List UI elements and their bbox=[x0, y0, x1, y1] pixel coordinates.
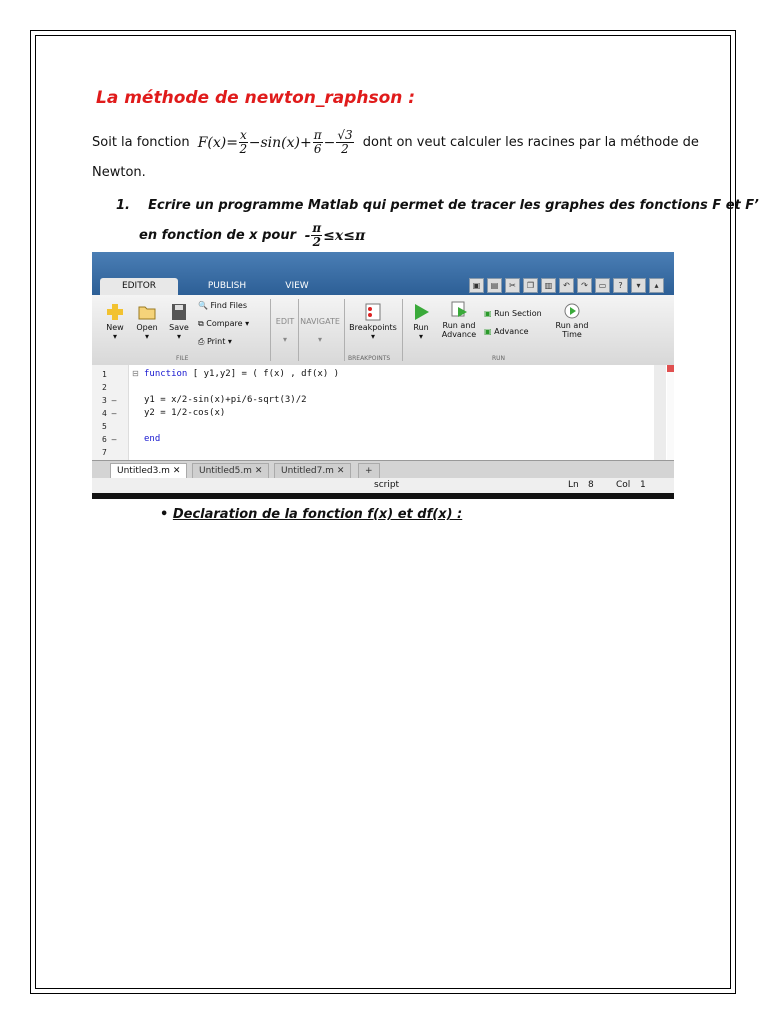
switch-windows-icon[interactable]: ▭ bbox=[595, 278, 610, 293]
navigate-button[interactable]: NAVIGATE ▾ bbox=[300, 317, 340, 344]
tab-publish[interactable]: PUBLISH bbox=[207, 281, 247, 291]
run-play-icon bbox=[411, 303, 431, 321]
edit-button[interactable]: EDIT ▾ bbox=[275, 317, 295, 344]
floppy-disk-icon bbox=[169, 303, 189, 321]
code-editor[interactable] bbox=[92, 365, 674, 460]
run-button[interactable]: Run ▾ bbox=[406, 303, 436, 341]
status-file-type: script bbox=[374, 480, 400, 490]
status-col-value: 1 bbox=[640, 480, 646, 490]
intro-line bbox=[92, 129, 699, 156]
chevron-down-icon[interactable]: ▾ bbox=[631, 278, 646, 293]
close-icon[interactable]: ✕ bbox=[254, 466, 263, 476]
file-tab-untitled5[interactable]: Untitled5.m ✕ bbox=[192, 463, 269, 480]
code-line-1: function [ y1,y2] = ( f(x) , df(x) ) bbox=[144, 369, 340, 379]
matlab-tab-bar bbox=[92, 252, 674, 295]
breakpoints-button[interactable]: Breakpoints ▾ bbox=[346, 303, 400, 341]
new-button[interactable]: New ▾ bbox=[100, 303, 130, 341]
intro-prefix: Soit la fonction bbox=[92, 135, 190, 150]
print-button[interactable]: ⎙ Print ▾ bbox=[198, 337, 232, 346]
range-formula: - $\frac{\pi}{2}$ ≤x≤π bbox=[304, 221, 366, 249]
group-label-breakpoints: BREAKPOINTS bbox=[348, 355, 391, 362]
folder-icon bbox=[137, 303, 157, 321]
status-line-label: Ln bbox=[568, 480, 579, 490]
editor-ribbon bbox=[92, 295, 674, 366]
line-number: 6 – bbox=[102, 435, 117, 444]
line-number: 5 bbox=[102, 422, 107, 431]
file-tab-untitled7[interactable]: Untitled7.m ✕ bbox=[274, 463, 351, 480]
close-icon[interactable]: ✕ bbox=[336, 466, 345, 476]
save-quick-icon[interactable]: ▣ bbox=[469, 278, 484, 293]
line-number: 2 bbox=[102, 383, 107, 392]
function-formula: F(x)= $\frac{x}{2}$ −sin(x)+ $\frac{\pi}{6}$ − $\frac{√3}{2}$ bbox=[197, 128, 353, 156]
line-number: 3 – bbox=[102, 396, 117, 405]
editor-vertical-scrollbar[interactable] bbox=[654, 365, 666, 460]
line-number: 1 bbox=[102, 370, 107, 379]
code-line-4: y2 = 1/2-cos(x) bbox=[144, 408, 226, 418]
status-col-label: Col bbox=[616, 480, 631, 490]
status-line-value: 8 bbox=[588, 480, 594, 490]
error-indicator-icon[interactable] bbox=[667, 365, 674, 372]
find-files-icon: 🔍 bbox=[198, 301, 208, 310]
page-title: La méthode de newton_raphson : bbox=[96, 88, 416, 108]
group-label-run: RUN bbox=[492, 355, 506, 362]
intro-line-2: Newton. bbox=[92, 165, 146, 180]
code-analyzer-bar bbox=[667, 365, 674, 460]
help-icon[interactable]: ? bbox=[613, 278, 628, 293]
ribbon-separator bbox=[402, 299, 403, 361]
compare-button[interactable]: ⧉ Compare ▾ bbox=[198, 319, 250, 328]
tab-editor[interactable]: EDITOR bbox=[100, 278, 178, 295]
ribbon-separator bbox=[270, 299, 271, 361]
new-plus-icon bbox=[105, 303, 125, 321]
line-number: 4 – bbox=[102, 409, 117, 418]
breakpoints-icon bbox=[363, 303, 383, 321]
line-number-gutter bbox=[92, 365, 129, 460]
compare-icon: ⧉ bbox=[198, 319, 204, 328]
open-button[interactable]: Open ▾ bbox=[132, 303, 162, 341]
matlab-editor-screenshot bbox=[92, 252, 674, 499]
stopwatch-icon bbox=[562, 301, 582, 319]
bullet-text: Declaration de la fonction f(x) et df(x) : bbox=[172, 507, 463, 522]
group-label-file: FILE bbox=[176, 355, 189, 362]
undo-icon[interactable]: ↶ bbox=[559, 278, 574, 293]
file-tab-untitled3[interactable]: Untitled3.m ✕ bbox=[110, 463, 187, 479]
question-1-line-2: en fonction de x pour - $\frac{\pi}{2}$ ≤x≤π bbox=[139, 221, 366, 249]
file-tab-bar bbox=[92, 460, 674, 479]
advance-button[interactable]: ▣ Advance bbox=[484, 327, 529, 336]
fold-toggle-icon[interactable]: ⊟ bbox=[132, 369, 139, 378]
close-icon[interactable]: ✕ bbox=[172, 466, 181, 476]
quick-access-toolbar bbox=[469, 278, 664, 293]
redo-icon[interactable]: ↷ bbox=[577, 278, 592, 293]
run-section-icon: ▣ bbox=[484, 309, 492, 318]
bullet-declaration bbox=[160, 507, 462, 522]
ribbon-separator bbox=[344, 299, 345, 361]
advance-icon: ▣ bbox=[484, 327, 492, 336]
printer-icon: ⎙ bbox=[198, 337, 205, 346]
run-and-time-button[interactable]: Run and Time bbox=[550, 301, 594, 339]
status-bar bbox=[92, 478, 674, 493]
line-number: 7 bbox=[102, 448, 107, 457]
save-button[interactable]: Save ▾ bbox=[164, 303, 194, 341]
new-tab-plus-icon[interactable]: + bbox=[358, 463, 380, 480]
minimize-toolstrip-icon[interactable]: ▴ bbox=[649, 278, 664, 293]
cut-icon[interactable]: ✂ bbox=[505, 278, 520, 293]
run-and-advance-icon bbox=[449, 301, 469, 319]
run-and-advance-button[interactable]: Run and Advance bbox=[438, 301, 480, 339]
save-all-icon[interactable]: ▤ bbox=[487, 278, 502, 293]
code-line-6: end bbox=[144, 434, 161, 444]
code-line-3: y1 = x/2-sin(x)+pi/6-sqrt(3)/2 bbox=[144, 395, 307, 405]
copy-icon[interactable]: ❐ bbox=[523, 278, 538, 293]
run-section-button[interactable]: ▣ Run Section bbox=[484, 309, 542, 318]
ribbon-separator bbox=[298, 299, 299, 361]
bullet-symbol: • bbox=[160, 507, 169, 522]
question-1-line-1: 1. Ecrire un programme Matlab qui permet de tracer les graphes des fonctions F et F’ bbox=[116, 198, 759, 213]
tab-view[interactable]: VIEW bbox=[285, 281, 309, 291]
intro-suffix: dont on veut calculer les racines par la méthode de bbox=[362, 135, 699, 150]
find-files-button[interactable]: 🔍 Find Files bbox=[198, 301, 248, 310]
paste-icon[interactable]: ▥ bbox=[541, 278, 556, 293]
